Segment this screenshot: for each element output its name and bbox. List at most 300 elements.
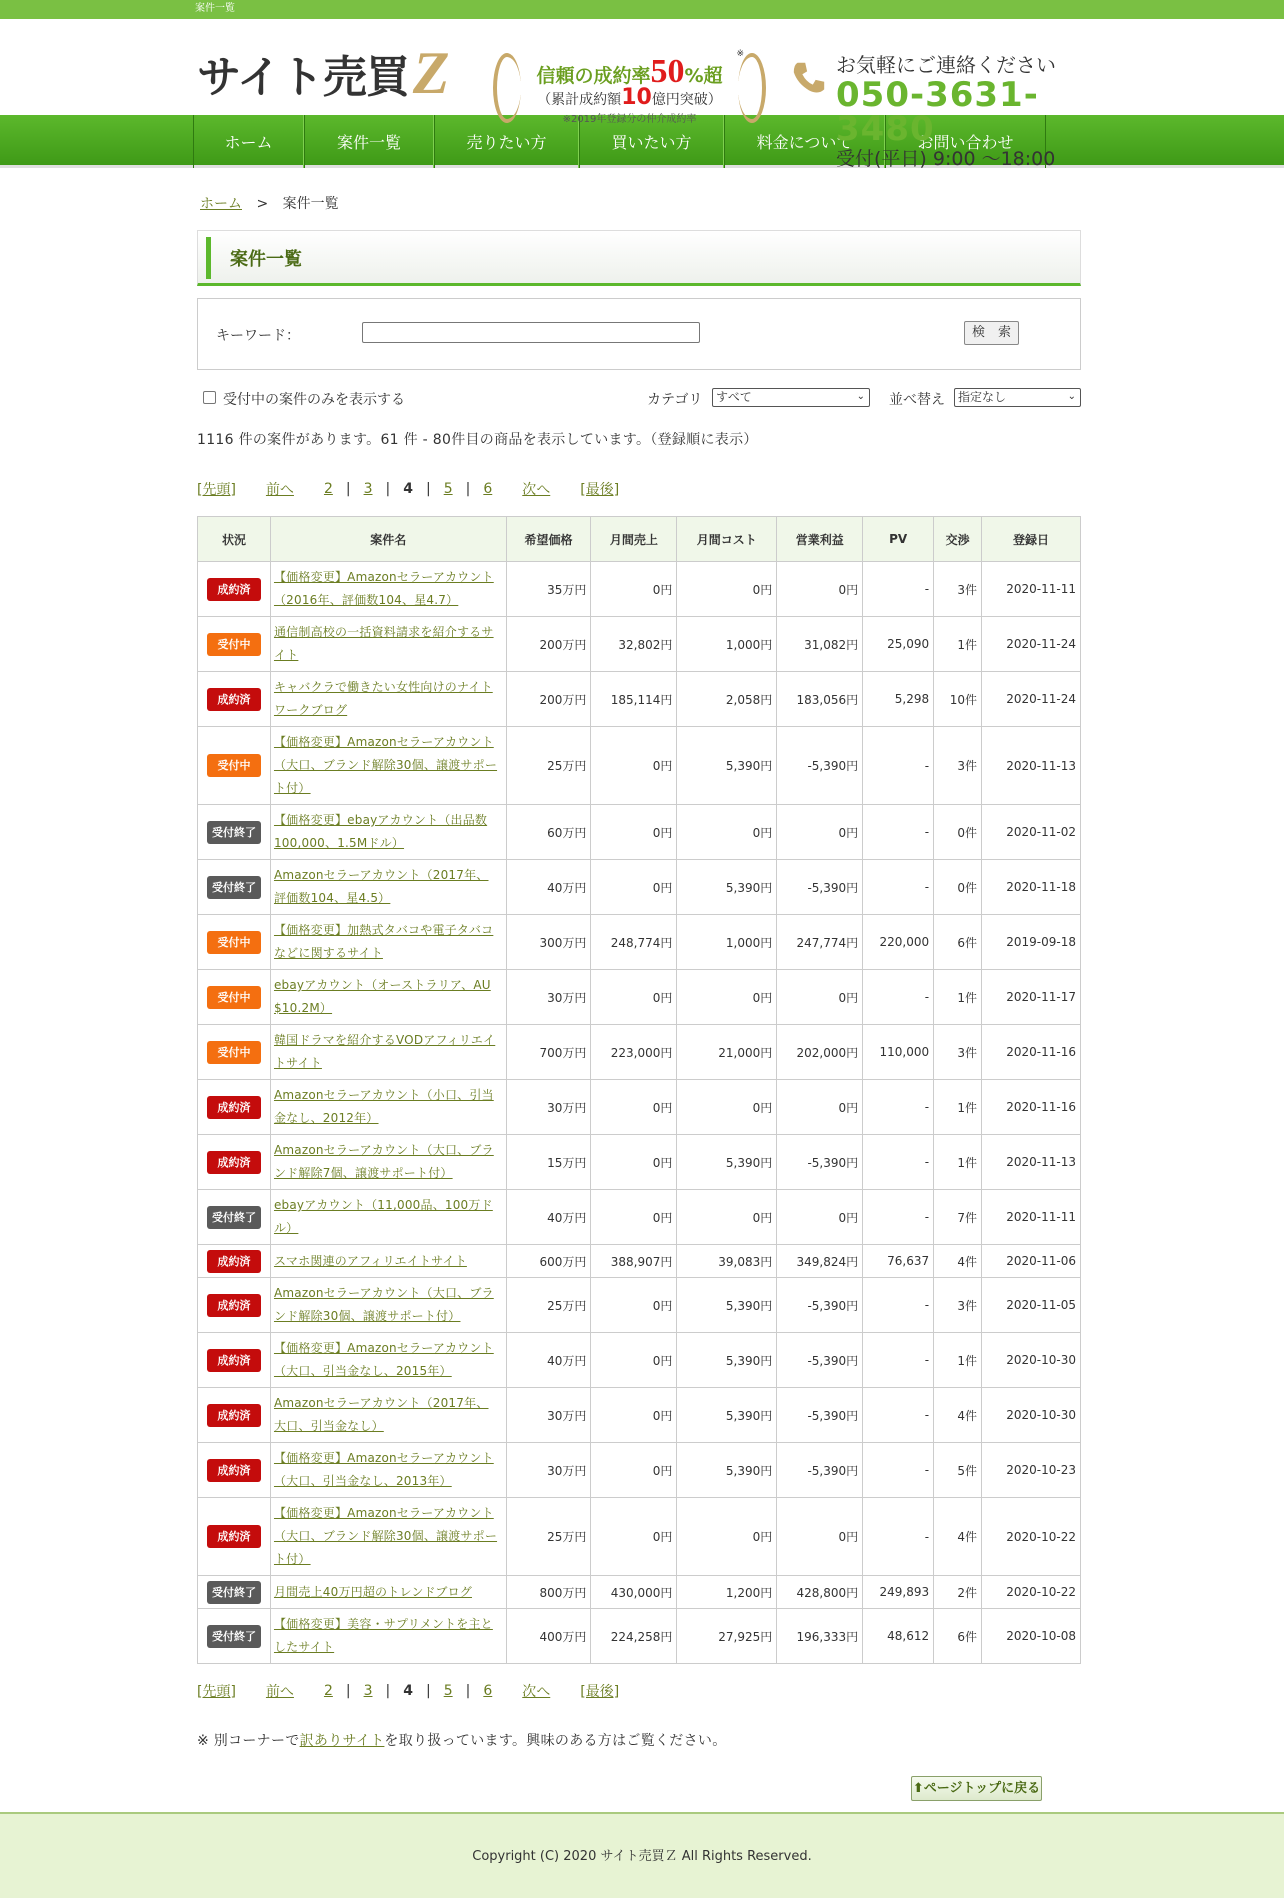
- cost-cell: 5,390円: [677, 1333, 777, 1388]
- status-badge: 成約済: [207, 578, 261, 601]
- pager-current: 4: [403, 1683, 413, 1699]
- profit-cell: 0円: [777, 562, 863, 617]
- pv-cell: -: [863, 1278, 934, 1333]
- listing-link[interactable]: ebayアカウント（オーストラリア、AU $10.2M）: [273, 978, 491, 1015]
- pager-sep: |: [465, 1683, 471, 1699]
- pager-next[interactable]: 次へ: [522, 482, 551, 498]
- table-row: [198, 617, 1081, 672]
- date-cell: 2019-09-18: [982, 915, 1081, 970]
- listing-link[interactable]: 通信制高校の一括資料請求を紹介するサイト: [273, 625, 494, 662]
- category-label: カテゴリ: [647, 392, 703, 408]
- profit-cell: 0円: [777, 805, 863, 860]
- pv-cell: -: [863, 1443, 934, 1498]
- table-row: [198, 1609, 1081, 1664]
- profit-cell: -5,390円: [777, 1278, 863, 1333]
- negotiation-cell: 7件: [934, 1190, 982, 1245]
- cost-cell: 0円: [677, 970, 777, 1025]
- status-badge: 成約済: [207, 1250, 261, 1273]
- pv-cell: 25,090: [863, 617, 934, 672]
- table-row: [198, 672, 1081, 727]
- status-cell: [198, 672, 271, 727]
- col-pv: PV: [863, 517, 934, 562]
- cost-cell: 0円: [677, 1498, 777, 1576]
- listing-link[interactable]: Amazonセラーアカウント（大口、ブランド解除7個、譲渡サポート付）: [273, 1143, 494, 1180]
- status-cell: [198, 1498, 271, 1576]
- pv-cell: -: [863, 970, 934, 1025]
- note-post: を取り扱っています。興味のある方はご覧ください。: [384, 1733, 727, 1749]
- status-badge: 受付終了: [207, 876, 261, 899]
- profit-cell: 31,082円: [777, 617, 863, 672]
- pager-sep: |: [425, 1683, 431, 1699]
- name-cell: [270, 1388, 506, 1443]
- negotiation-cell: 1件: [934, 1333, 982, 1388]
- date-cell: 2020-10-30: [982, 1333, 1081, 1388]
- sales-cell: 223,000円: [591, 1025, 677, 1080]
- main-content: [197, 180, 1081, 1750]
- sales-cell: 0円: [591, 1443, 677, 1498]
- back-to-top-button[interactable]: [911, 1776, 1042, 1801]
- pager-page-6[interactable]: 6: [483, 481, 493, 497]
- table-row: [198, 805, 1081, 860]
- only-open-label[interactable]: 受付中の案件のみを表示する: [223, 392, 405, 408]
- price-cell: 200万円: [506, 672, 591, 727]
- col-status: 状況: [198, 517, 271, 562]
- negotiation-cell: 0件: [934, 805, 982, 860]
- nav-item-pricing[interactable]: 料金について: [724, 115, 885, 168]
- negotiation-cell: 1件: [934, 617, 982, 672]
- date-cell: 2020-10-22: [982, 1498, 1081, 1576]
- price-cell: 300万円: [506, 915, 591, 970]
- profit-cell: 202,000円: [777, 1025, 863, 1080]
- pager-next[interactable]: 次へ: [522, 1684, 551, 1700]
- status-cell: [198, 805, 271, 860]
- status-cell: [198, 1025, 271, 1080]
- pager-page-5[interactable]: 5: [443, 1683, 453, 1699]
- table-row: [198, 562, 1081, 617]
- profit-cell: 196,333円: [777, 1609, 863, 1664]
- cost-cell: 1,200円: [677, 1576, 777, 1609]
- status-badge: 成約済: [207, 1294, 261, 1317]
- pager-sep: |: [345, 1683, 351, 1699]
- price-cell: 60万円: [506, 805, 591, 860]
- pager-last[interactable]: [最後]: [580, 482, 620, 498]
- negotiation-cell: 0件: [934, 860, 982, 915]
- sales-cell: 0円: [591, 1080, 677, 1135]
- sales-cell: 0円: [591, 970, 677, 1025]
- profit-cell: 0円: [777, 1080, 863, 1135]
- badge-mark: ※: [736, 49, 744, 59]
- status-badge: 受付終了: [207, 821, 261, 844]
- col-sales: 月間売上: [591, 517, 677, 562]
- laurel-left-icon: [493, 53, 521, 123]
- date-cell: 2020-11-24: [982, 672, 1081, 727]
- status-badge: 成約済: [207, 1349, 261, 1372]
- status-badge: 成約済: [207, 1404, 261, 1427]
- top-bar: [0, 0, 1284, 19]
- note: [197, 1730, 1081, 1750]
- name-cell: [270, 805, 506, 860]
- chevron-down-icon: ⌄: [856, 391, 865, 402]
- badge-line-1: 信頼の成約率50%超: [536, 53, 723, 90]
- name-cell: [270, 970, 506, 1025]
- contact-block: [790, 49, 1100, 171]
- status-badge: 成約済: [207, 688, 261, 711]
- listing-link[interactable]: Amazonセラーアカウント（2017年、大口、引当金なし）: [273, 1396, 489, 1433]
- status-badge: 受付終了: [207, 1206, 261, 1229]
- listing-link[interactable]: Amazonセラーアカウント（2017年、評価数104、星4.5）: [273, 868, 489, 905]
- name-cell: [270, 915, 506, 970]
- status-cell: [198, 1135, 271, 1190]
- price-cell: 600万円: [506, 1245, 591, 1278]
- pv-cell: -: [863, 1388, 934, 1443]
- negotiation-cell: 3件: [934, 1025, 982, 1080]
- listing-link[interactable]: 【価格変更】Amazonセラーアカウント（大口、ブランド解除30個、譲渡サポート付）: [273, 1506, 498, 1566]
- success-rate-badge: [493, 49, 766, 125]
- pv-cell: -: [863, 805, 934, 860]
- badge-line-2: （累計成約額10億円突破）: [537, 85, 722, 110]
- pager-page-3[interactable]: 3: [363, 481, 373, 497]
- pv-cell: -: [863, 1135, 934, 1190]
- negotiation-cell: 1件: [934, 1135, 982, 1190]
- name-cell: [270, 1609, 506, 1664]
- table-row: [198, 1388, 1081, 1443]
- logo-text: サイト売買: [197, 52, 409, 103]
- cost-cell: 39,083円: [677, 1245, 777, 1278]
- col-profit: 営業利益: [777, 517, 863, 562]
- cost-cell: 2,058円: [677, 672, 777, 727]
- sales-cell: 0円: [591, 1135, 677, 1190]
- name-cell: [270, 1245, 506, 1278]
- table-row: [198, 1278, 1081, 1333]
- price-cell: 400万円: [506, 1609, 591, 1664]
- back-to-top-label: ページトップに戻る: [923, 1781, 1041, 1796]
- name-cell: [270, 1576, 506, 1609]
- cost-cell: 21,000円: [677, 1025, 777, 1080]
- pv-cell: 48,612: [863, 1609, 934, 1664]
- name-cell: [270, 1080, 506, 1135]
- price-cell: 40万円: [506, 860, 591, 915]
- profit-cell: -5,390円: [777, 1443, 863, 1498]
- col-date: 登録日: [982, 517, 1081, 562]
- pager-page-2[interactable]: 2: [323, 1683, 333, 1699]
- listing-link[interactable]: 【価格変更】Amazonセラーアカウント（大口、ブランド解除30個、譲渡サポート付）: [273, 735, 498, 795]
- date-cell: 2020-11-16: [982, 1080, 1081, 1135]
- date-cell: 2020-11-18: [982, 860, 1081, 915]
- page-title: 案件一覧: [230, 249, 302, 270]
- table-header-row: [198, 517, 1081, 562]
- negotiation-cell: 3件: [934, 727, 982, 805]
- status-cell: [198, 617, 271, 672]
- listing-link[interactable]: ebayアカウント（11,000品、100万ドル）: [273, 1198, 493, 1235]
- site-logo[interactable]: [197, 39, 450, 106]
- table-row: [198, 1498, 1081, 1576]
- profit-cell: 0円: [777, 1190, 863, 1245]
- sales-cell: 388,907円: [591, 1245, 677, 1278]
- name-cell: [270, 1498, 506, 1576]
- phone-icon: [790, 59, 828, 97]
- laurel-right-icon: [738, 53, 766, 123]
- table-row: [198, 727, 1081, 805]
- pager-sep: |: [425, 481, 431, 497]
- sales-cell: 0円: [591, 1498, 677, 1576]
- profit-cell: -5,390円: [777, 1135, 863, 1190]
- sales-cell: 224,258円: [591, 1609, 677, 1664]
- sort-label: 並べ替え: [889, 392, 945, 408]
- listing-link[interactable]: 月間売上40万円超のトレンドブログ: [273, 1584, 472, 1599]
- sales-cell: 0円: [591, 1190, 677, 1245]
- sales-cell: 0円: [591, 860, 677, 915]
- name-cell: [270, 562, 506, 617]
- pv-cell: -: [863, 1498, 934, 1576]
- pager-page-3[interactable]: 3: [363, 1683, 373, 1699]
- status-cell: [198, 1190, 271, 1245]
- chevron-down-icon: ⌄: [1067, 391, 1076, 402]
- nav-item-contact[interactable]: お問い合わせ: [885, 115, 1046, 168]
- cost-cell: 5,390円: [677, 1388, 777, 1443]
- page-title-box: [197, 230, 1081, 286]
- cost-cell: 5,390円: [677, 1135, 777, 1190]
- date-cell: 2020-10-30: [982, 1388, 1081, 1443]
- listing-link[interactable]: スマホ関連のアフィリエイトサイト: [273, 1253, 467, 1268]
- negotiation-cell: 4件: [934, 1388, 982, 1443]
- pager-page-5[interactable]: 5: [443, 481, 453, 497]
- date-cell: 2020-11-24: [982, 617, 1081, 672]
- date-cell: 2020-11-13: [982, 1135, 1081, 1190]
- status-badge: 成約済: [207, 1525, 261, 1548]
- pager-page-2[interactable]: 2: [323, 481, 333, 497]
- sales-cell: 0円: [591, 1333, 677, 1388]
- col-cost: 月間コスト: [677, 517, 777, 562]
- sales-cell: 0円: [591, 1278, 677, 1333]
- status-badge: 成約済: [207, 1151, 261, 1174]
- phone-number[interactable]: 050-3631-3480: [836, 75, 1039, 149]
- status-cell: [198, 727, 271, 805]
- price-cell: 40万円: [506, 1333, 591, 1388]
- listing-link[interactable]: Amazonセラーアカウント（大口、ブランド解除30個、譲渡サポート付）: [273, 1286, 494, 1323]
- status-badge: 受付中: [207, 931, 261, 954]
- listing-link[interactable]: 【価格変更】加熱式タバコや電子タバコなどに関するサイト: [273, 923, 494, 960]
- copyright: Copyright (C) 2020 サイト売買Ｚ All Rights Reserved.: [472, 1849, 812, 1864]
- name-cell: [270, 727, 506, 805]
- sales-cell: 430,000円: [591, 1576, 677, 1609]
- pager-sep: |: [385, 481, 391, 497]
- status-cell: [198, 970, 271, 1025]
- cost-cell: 1,000円: [677, 915, 777, 970]
- table-row: [198, 1245, 1081, 1278]
- sales-cell: 0円: [591, 1388, 677, 1443]
- keyword-label: キーワード：: [216, 328, 300, 344]
- profit-cell: -5,390円: [777, 860, 863, 915]
- name-cell: [270, 617, 506, 672]
- status-badge: 受付終了: [207, 1625, 261, 1648]
- only-open-checkbox[interactable]: [203, 391, 216, 404]
- pager-first[interactable]: [先頭]: [197, 482, 236, 498]
- breadcrumb-separator: >: [256, 196, 269, 212]
- price-cell: 40万円: [506, 1190, 591, 1245]
- negotiation-cell: 6件: [934, 1609, 982, 1664]
- date-cell: 2020-11-11: [982, 1190, 1081, 1245]
- table-row: [198, 860, 1081, 915]
- col-negotiations: 交渉: [934, 517, 982, 562]
- negotiation-cell: 3件: [934, 562, 982, 617]
- cost-cell: 27,925円: [677, 1609, 777, 1664]
- listing-link[interactable]: 【価格変更】Amazonセラーアカウント（大口、引当金なし、2015年）: [273, 1341, 494, 1378]
- title-accent-bar: [206, 237, 211, 279]
- profit-cell: 183,056円: [777, 672, 863, 727]
- cost-cell: 5,390円: [677, 860, 777, 915]
- date-cell: 2020-10-23: [982, 1443, 1081, 1498]
- status-badge: 受付中: [207, 754, 261, 777]
- sort-select[interactable]: [954, 388, 1081, 407]
- sales-cell: 0円: [591, 562, 677, 617]
- status-cell: [198, 562, 271, 617]
- price-cell: 30万円: [506, 1388, 591, 1443]
- price-cell: 25万円: [506, 1278, 591, 1333]
- result-count: 1116 件の案件があります。61 件 - 80件目の商品を表示しています。（登録順に表示）: [197, 432, 758, 448]
- table-row: [198, 915, 1081, 970]
- breadcrumb-home[interactable]: ホーム: [200, 196, 242, 212]
- business-hours: 受付(平日) 9:00 ～18:00: [836, 148, 1056, 170]
- top-bar-text: 案件一覧: [195, 3, 235, 14]
- pager-prev[interactable]: 前へ: [265, 1684, 294, 1700]
- pager-sep: |: [465, 481, 471, 497]
- sales-cell: 185,114円: [591, 672, 677, 727]
- contact-lead: お気軽にご連絡ください: [836, 53, 1056, 77]
- listing-link[interactable]: 【価格変更】Amazonセラーアカウント（大口、引当金なし、2013年）: [273, 1451, 494, 1488]
- table-row: [198, 1190, 1081, 1245]
- table-row: [198, 1333, 1081, 1388]
- col-name: 案件名: [270, 517, 506, 562]
- status-cell: [198, 1388, 271, 1443]
- pv-cell: 220,000: [863, 915, 934, 970]
- status-cell: [198, 1609, 271, 1664]
- status-badge: 受付中: [207, 633, 261, 656]
- pv-cell: -: [863, 1080, 934, 1135]
- nav-item-sellers[interactable]: 売りたい方: [434, 115, 579, 168]
- table-row: [198, 1080, 1081, 1135]
- status-badge: 成約済: [207, 1096, 261, 1119]
- category-select[interactable]: [712, 388, 870, 407]
- sales-cell: 248,774円: [591, 915, 677, 970]
- nav-item-buyers[interactable]: 買いたい方: [579, 115, 724, 168]
- note-pre: ※ 別コーナーで: [197, 1733, 300, 1749]
- listing-link[interactable]: キャバクラで働きたい女性向けのナイトワークブログ: [273, 680, 493, 717]
- price-cell: 30万円: [506, 1080, 591, 1135]
- table-row: [198, 1576, 1081, 1609]
- pv-cell: 110,000: [863, 1025, 934, 1080]
- listing-link[interactable]: 【価格変更】美容・サプリメントを主としたサイト: [273, 1617, 493, 1654]
- status-cell: [198, 1245, 271, 1278]
- cost-cell: 0円: [677, 805, 777, 860]
- negotiation-cell: 1件: [934, 970, 982, 1025]
- profit-cell: -5,390円: [777, 1388, 863, 1443]
- site-footer: [0, 1812, 1284, 1898]
- date-cell: 2020-11-05: [982, 1278, 1081, 1333]
- pager-prev[interactable]: 前へ: [265, 482, 294, 498]
- cost-cell: 0円: [677, 1080, 777, 1135]
- pager-first[interactable]: [先頭]: [197, 1684, 236, 1700]
- cost-cell: 1,000円: [677, 617, 777, 672]
- logo-z-mark: Z: [412, 39, 450, 106]
- date-cell: 2020-11-02: [982, 805, 1081, 860]
- status-cell: [198, 860, 271, 915]
- status-cell: [198, 1576, 271, 1609]
- price-cell: 700万円: [506, 1025, 591, 1080]
- status-cell: [198, 915, 271, 970]
- negotiation-cell: 3件: [934, 1278, 982, 1333]
- date-cell: 2020-11-17: [982, 970, 1081, 1025]
- price-cell: 15万円: [506, 1135, 591, 1190]
- pv-cell: -: [863, 562, 934, 617]
- category-value: すべて: [716, 390, 752, 404]
- profit-cell: 349,824円: [777, 1245, 863, 1278]
- status-cell: [198, 1080, 271, 1135]
- listing-link[interactable]: Amazonセラーアカウント（小口、引当金なし、2012年）: [273, 1088, 494, 1125]
- pagination-top: [197, 479, 1081, 499]
- pager-page-6[interactable]: 6: [483, 1683, 493, 1699]
- pv-cell: 76,637: [863, 1245, 934, 1278]
- negotiation-cell: 4件: [934, 1245, 982, 1278]
- listing-link[interactable]: 【価格変更】ebayアカウント（出品数100,000、1.5Mドル）: [273, 813, 488, 850]
- cost-cell: 0円: [677, 1190, 777, 1245]
- pager-sep: |: [385, 1683, 391, 1699]
- name-cell: [270, 1443, 506, 1498]
- price-cell: 800万円: [506, 1576, 591, 1609]
- negotiation-cell: 2件: [934, 1576, 982, 1609]
- arrow-up-icon: ⬆: [912, 1781, 924, 1796]
- profit-cell: -5,390円: [777, 727, 863, 805]
- breadcrumb-current: 案件一覧: [282, 196, 339, 212]
- date-cell: 2020-11-11: [982, 562, 1081, 617]
- cost-cell: 5,390円: [677, 1443, 777, 1498]
- date-cell: 2020-10-08: [982, 1609, 1081, 1664]
- profit-cell: 0円: [777, 970, 863, 1025]
- date-cell: 2020-11-16: [982, 1025, 1081, 1080]
- profit-cell: -5,390円: [777, 1333, 863, 1388]
- pager-current: 4: [403, 481, 413, 497]
- sales-cell: 32,802円: [591, 617, 677, 672]
- price-cell: 35万円: [506, 562, 591, 617]
- status-badge: 受付終了: [207, 1581, 261, 1604]
- keyword-input[interactable]: [362, 322, 700, 343]
- price-cell: 30万円: [506, 1443, 591, 1498]
- table-row: [198, 1025, 1081, 1080]
- pv-cell: -: [863, 860, 934, 915]
- negotiation-cell: 1件: [934, 1080, 982, 1135]
- listing-link[interactable]: 【価格変更】Amazonセラーアカウント（2016年、評価数104、星4.7）: [273, 570, 494, 607]
- search-button[interactable]: 検 索: [964, 321, 1019, 345]
- name-cell: [270, 860, 506, 915]
- name-cell: [270, 1135, 506, 1190]
- pager-last[interactable]: [最後]: [580, 1684, 620, 1700]
- price-cell: 25万円: [506, 1498, 591, 1576]
- profit-cell: 247,774円: [777, 915, 863, 970]
- table-row: [198, 1443, 1081, 1498]
- note-link[interactable]: 訳ありサイト: [299, 1733, 385, 1749]
- price-cell: 25万円: [506, 727, 591, 805]
- price-cell: 200万円: [506, 617, 591, 672]
- name-cell: [270, 1025, 506, 1080]
- pv-cell: -: [863, 1333, 934, 1388]
- name-cell: [270, 672, 506, 727]
- nav-item-listings[interactable]: 案件一覧: [304, 115, 434, 168]
- status-cell: [198, 1443, 271, 1498]
- listing-link[interactable]: 韓国ドラマを紹介するVODアフィリエイトサイト: [273, 1033, 496, 1070]
- date-cell: 2020-10-22: [982, 1576, 1081, 1609]
- sort-value: 指定なし: [958, 390, 1007, 404]
- negotiation-cell: 6件: [934, 915, 982, 970]
- nav-item-home[interactable]: ホーム: [193, 115, 304, 168]
